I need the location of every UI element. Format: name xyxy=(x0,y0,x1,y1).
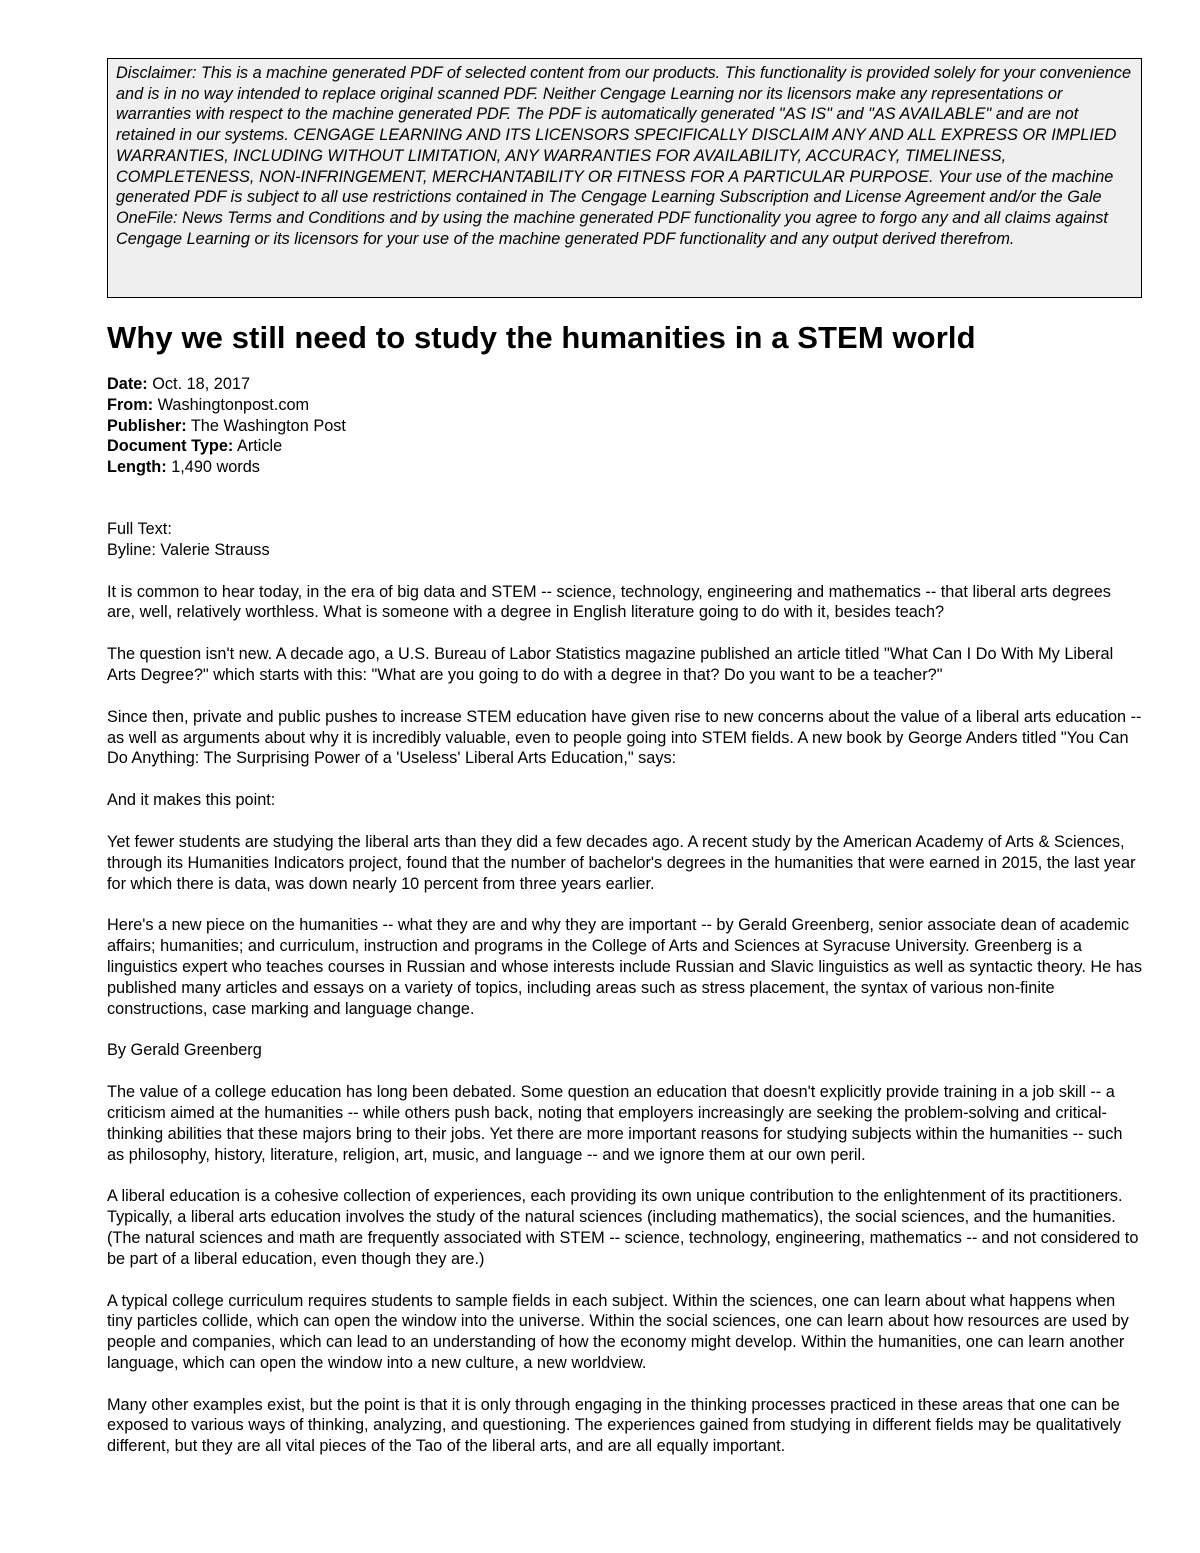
article-metadata xyxy=(107,374,1142,478)
paragraph: The question isn't new. A decade ago, a U.S. Bureau of Labor Statistics magazine published an article titled "What Can I Do With My Liberal Arts Degree?" which starts with this: "What are you going to do with a degree in that? Do you want to be a teacher?" xyxy=(107,645,1114,684)
meta-length-label: Length: xyxy=(107,458,167,477)
meta-from-label: From: xyxy=(107,395,154,414)
meta-document-type-value: Article xyxy=(236,437,283,456)
paragraph: A liberal education is a cohesive collection of experiences, each providing its own unique contribution to the enlightenment of its practitioners. Typically, a liberal arts education involves the study of the natural sciences (including mathematics), the social sciences, and the humanities. (The natural sciences and math are frequently associated with STEM -- science, technology, engineering, mathematics -- and not considered to be part of a liberal education, even though they are.) xyxy=(107,1187,1139,1268)
meta-publisher xyxy=(107,416,1142,437)
full-text-label: Full Text: xyxy=(107,519,172,538)
meta-document-type xyxy=(107,436,1142,457)
paragraph: Yet fewer students are studying the liberal arts than they did a few decades ago. A recent study by the American Academy of Arts & Sciences, through its Humanities Indicators project, found that the number of bachelor's degrees in the humanities that were earned in 2015, the last year for which there is data, was down nearly 10 percent from three years earlier. xyxy=(107,832,1136,893)
byline: Byline: Valerie Strauss xyxy=(107,540,270,559)
meta-publisher-value: The Washington Post xyxy=(190,416,346,435)
paragraph: Since then, private and public pushes to increase STEM education have given rise to new concerns about the value of a liberal arts education -- as well as arguments about why it is incredibly valuable, even to people going into STEM fields. A new book by George Anders titled "You Can Do Anything: The Surprising Power of a 'Useless' Liberal Arts Education," says: xyxy=(107,707,1142,768)
meta-date-label: Date: xyxy=(107,375,148,393)
meta-document-type-label: Document Type: xyxy=(107,437,234,456)
paragraph: A typical college curriculum requires students to sample fields in each subject. Within the sciences, one can learn about what happens when tiny particles collide, which can open the window into the universe. Within the social sciences, one can learn about how resources are used by people and companies, which can lead to an understanding of how the economy might develop. Within the humanities, one can learn another language, which can open the window into a new culture, a new worldview. xyxy=(107,1291,1129,1372)
article-body xyxy=(107,582,1142,1458)
paragraph: And it makes this point: xyxy=(107,791,276,810)
meta-date xyxy=(107,374,1142,395)
article-title: Why we still need to study the humanities in a STEM world xyxy=(107,320,976,355)
meta-from-value: Washingtonpost.com xyxy=(157,395,310,414)
meta-publisher-label: Publisher: xyxy=(107,416,187,435)
meta-from xyxy=(107,395,1142,416)
paragraph: Many other examples exist, but the point is that it is only through engaging in the thinking processes practiced in these areas that one can be exposed to various ways of thinking, analyzing, and questioning. The experiences gained from studying in different fields may be qualitatively different, but they are all vital pieces of the Tao of the liberal arts, and are all equally important. xyxy=(107,1395,1121,1456)
meta-length-value: 1,490 words xyxy=(171,458,260,477)
paragraph: Here's a new piece on the humanities -- what they are and why they are important -- by Gerald Greenberg, senior associate dean of academic affairs; humanities; and curriculum, instruction and programs in the College of Arts and Sciences at Syracuse University. Greenberg is a linguistics expert who teaches courses in Russian and whose interests include Russian and Slavic linguistics as well as syntactic theory. He has published many articles and essays on a variety of topics, including areas such as stress placement, the syntax of various non-finite constructions, case marking and language change. xyxy=(107,916,1142,1018)
meta-date-value: Oct. 18, 2017 xyxy=(152,375,251,393)
paragraph: The value of a college education has long been debated. Some question an education that doesn't explicitly provide training in a job skill -- a criticism aimed at the humanities -- while others push back, noting that employers increasingly are seeking the problem-solving and critical-thinking abilities that these majors bring to their jobs. Yet there are more important reasons for studying subjects within the humanities -- such as philosophy, history, literature, religion, art, music, and language -- and we ignore them at our own peril. xyxy=(107,1083,1123,1164)
document-page xyxy=(107,58,1142,1457)
full-text-section xyxy=(107,519,1142,561)
disclaimer-box: Disclaimer: This is a machine generated PDF of selected content from our products. This functionality is provided solely for your convenience and is in no way intended to replace original scanned PDF. Neither Cengage Learning nor its licensors make any representations or warranties with respect to the machine generated PDF. The PDF is automatically generated "AS IS" and "AS AVAILABLE" and are not retained in our systems. CENGAGE LEARNING AND ITS LICENSORS SPECIFICALLY DISCLAIM ANY AND ALL EXPRESS OR IMPLIED WARRANTIES, INCLUDING WITHOUT LIMITATION, ANY WARRANTIES FOR AVAILABILITY, ACCURACY, TIMELINESS, COMPLETENESS, NON-INFRINGEMENT, MERCHANTABILITY OR FITNESS FOR A PARTICULAR PURPOSE. Your use of the machine generated PDF is subject to all use restrictions contained in The Cengage Learning Subscription and License Agreement and/or the Gale OneFile: News Terms and Conditions and by using the machine generated PDF functionality you agree to forgo any and all claims against Cengage Learning or its licensors for your use of the machine generated PDF functionality and any output derived therefrom. xyxy=(107,58,1142,298)
paragraph: By Gerald Greenberg xyxy=(107,1041,262,1060)
meta-length xyxy=(107,457,1142,478)
paragraph: It is common to hear today, in the era of big data and STEM -- science, technology, engineering and mathematics -- that liberal arts degrees are, well, relatively worthless. What is someone with a degree in English literature going to do with it, besides teach? xyxy=(107,582,1111,622)
